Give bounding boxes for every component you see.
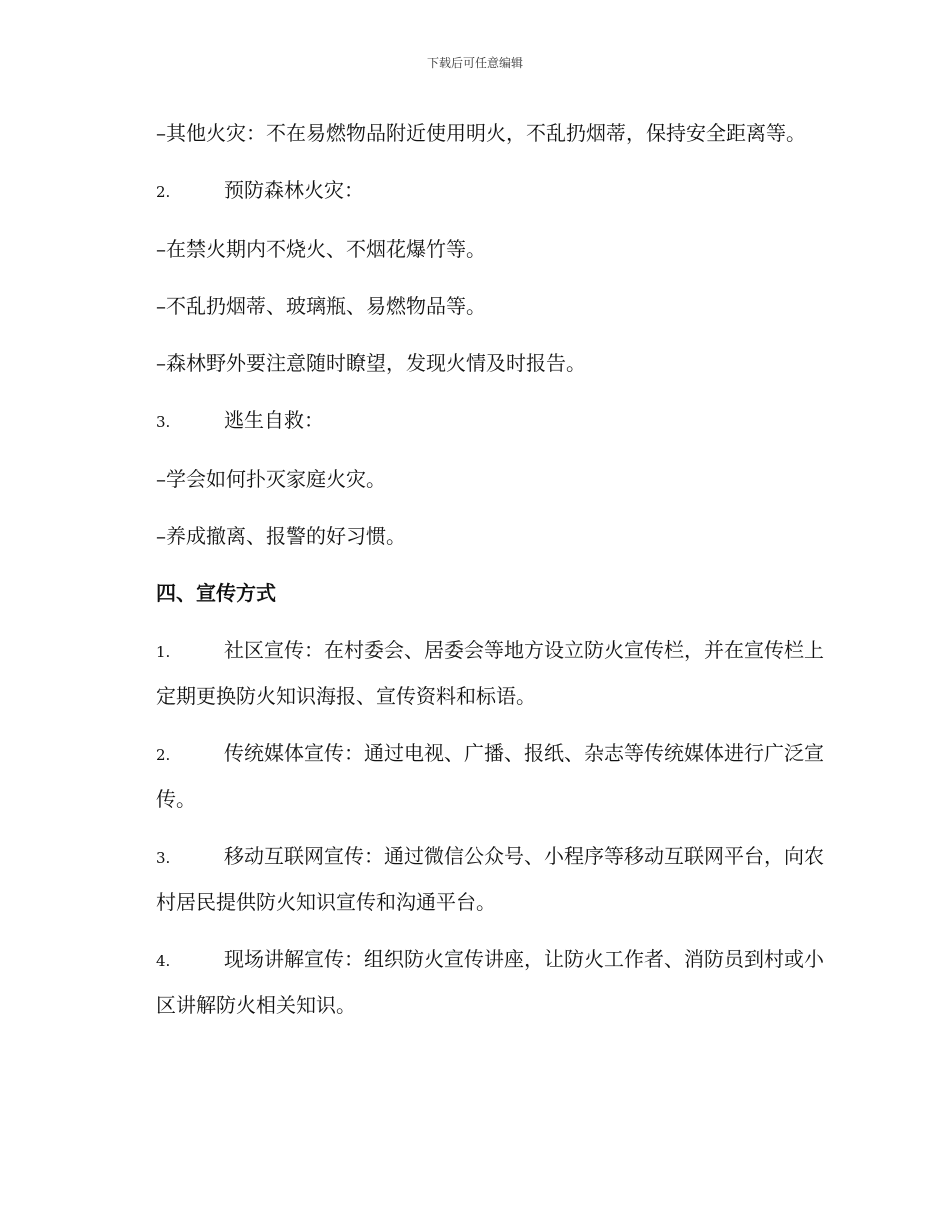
section-forest-fire: [112, 168, 838, 214]
list-text: 传统媒体宣传：通过电视、广播、报纸、杂志等传统媒体进行广泛宣传。: [156, 741, 824, 811]
list-text: 社区宣传：在村委会、居委会等地方设立防火宣传栏，并在宣传栏上定期更换防火知识海报、宣传资料和标语。: [156, 638, 824, 708]
bullet-item: –在禁火期内不烧火、不烟花爆竹等。: [156, 237, 486, 261]
list-item: [112, 731, 838, 821]
list-text: 预防森林火灾：: [224, 178, 364, 202]
bullet-item: –养成撤离、报警的好习惯。: [156, 524, 406, 548]
paragraph-other-fires: –其他火灾：不在易燃物品附近使用明火，不乱扔烟蒂，保持安全距离等。: [156, 121, 806, 145]
list-number: 3.: [156, 413, 171, 431]
list-text: 移动互联网宣传：通过微信公众号、小程序等移动互联网平台，向农村居民提供防火知识宣传和沟通平台。: [156, 844, 824, 914]
list-item: [112, 834, 838, 924]
bullet-item: –森林野外要注意随时瞭望，发现火情及时报告。: [156, 351, 586, 375]
list-number: 2.: [156, 183, 171, 201]
section-escape: [112, 398, 838, 444]
page-header: 下载后可任意编辑: [426, 56, 523, 70]
bullet-item: –学会如何扑灭家庭火灾。: [156, 467, 386, 491]
list-item: [112, 628, 838, 718]
bullet-item: –不乱扔烟蒂、玻璃瓶、易燃物品等。: [156, 294, 486, 318]
document-body: [112, 111, 838, 1040]
list-text: 逃生自救：: [224, 408, 324, 432]
list-item: [112, 937, 838, 1027]
list-text: 现场讲解宣传：组织防火宣传讲座，让防火工作者、消防员到村或小区讲解防火相关知识。: [156, 947, 824, 1017]
list-number: 3.: [156, 849, 171, 867]
section-heading: 四、宣传方式: [156, 581, 276, 605]
list-number: 2.: [156, 746, 171, 764]
list-number: 1.: [156, 643, 171, 661]
list-number: 4.: [156, 952, 171, 970]
